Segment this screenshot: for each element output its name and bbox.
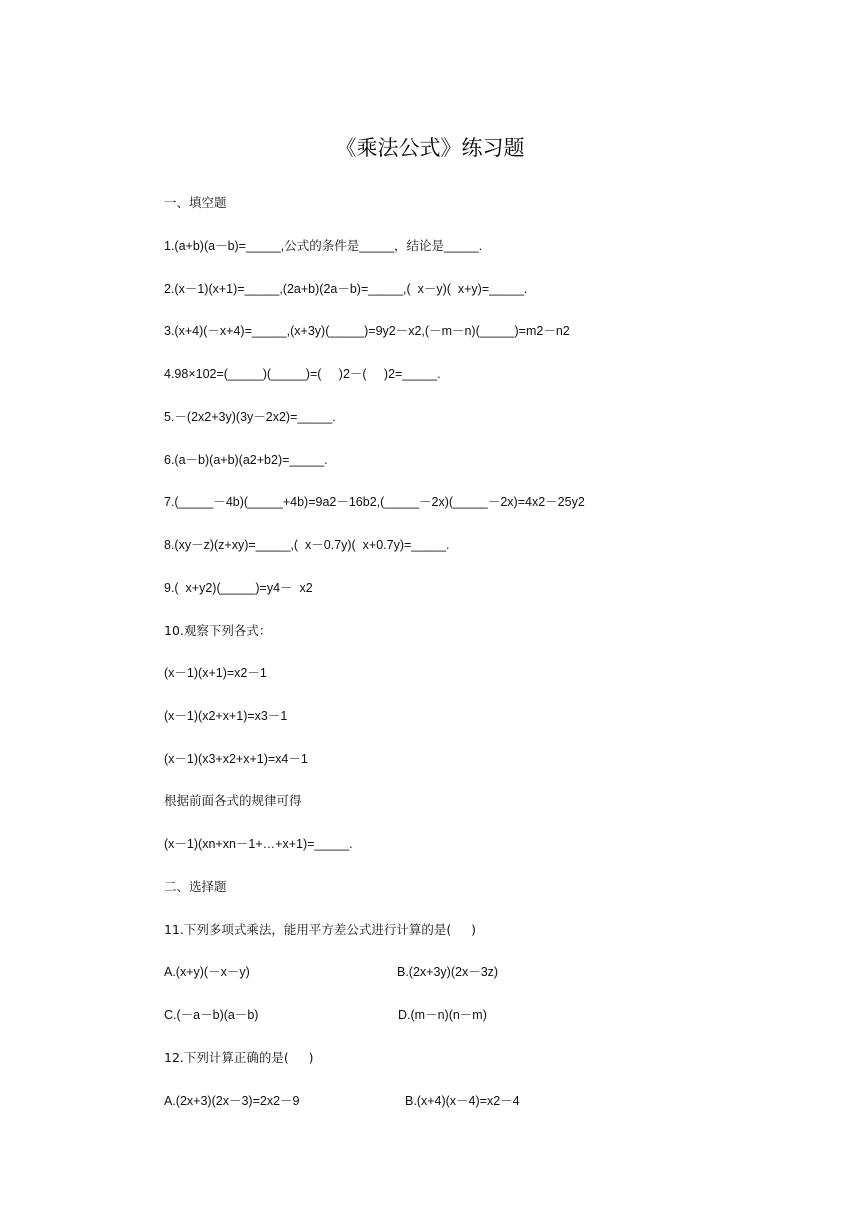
question-11-option-c: C.(－a－b)(a－b)	[164, 1008, 259, 1022]
question-8: 8.(xy－z)(z+xy)=_____,( x－0.7y)( x+0.7y)=_____.	[164, 538, 450, 552]
question-9: 9.( x+y2)(_____)=y4－ x2	[164, 581, 313, 595]
question-5: 5.－(2x2+3y)(3y－2x2)=_____.	[164, 410, 336, 424]
question-7: 7.(_____－4b)(_____+4b)=9a2－16b2,(_____－2x)(_____－2x)=4x2－25y2	[164, 495, 585, 509]
question-2: 2.(x－1)(x+1)=_____,(2a+b)(2a－b)=_____,( x－y)( x+y)=_____.	[164, 282, 528, 296]
question-10: 10.观察下列各式：	[164, 623, 272, 638]
question-10-rule: 根据前面各式的规律可得	[164, 793, 302, 808]
question-10-example-3: (x－1)(x3+x2+x+1)=x4－1	[164, 752, 308, 766]
question-11-option-a: A.(x+y)(－x－y)	[164, 965, 250, 979]
question-10-ask: (x－1)(xn+xn－1+…+x+1)=_____.	[164, 837, 353, 851]
question-12-option-a: A.(2x+3)(2x－3)=2x2－9	[164, 1094, 300, 1108]
question-1: 1.(a+b)(a－b)=_____,公式的条件是_____，结论是_____.	[164, 239, 483, 253]
question-10-example-1: (x－1)(x+1)=x2－1	[164, 666, 267, 680]
section-heading-multiple-choice: 二、选择题	[164, 879, 227, 894]
question-12: 12.下列计算正确的是( )	[164, 1050, 314, 1065]
question-3: 3.(x+4)(－x+4)=_____,(x+3y)(_____)=9y2－x2,(－m－n)(_____)=m2－n2	[164, 324, 570, 338]
page-title: 《乘法公式》练习题	[335, 136, 525, 160]
question-11-option-b: B.(2x+3y)(2x－3z)	[397, 965, 499, 979]
question-11-option-d: D.(m－n)(n－m)	[398, 1008, 487, 1022]
question-10-example-2: (x－1)(x2+x+1)=x3－1	[164, 709, 288, 723]
question-4: 4.98×102=(_____)(_____)=( )2－( )2=_____.	[164, 367, 441, 381]
question-11: 11.下列多项式乘法，能用平方差公式进行计算的是( )	[164, 922, 477, 937]
question-12-option-b: B.(x+4)(x－4)=x2－4	[405, 1094, 520, 1108]
question-6: 6.(a－b)(a+b)(a2+b2)=_____.	[164, 453, 328, 467]
section-heading-fill-blank: 一、填空题	[164, 195, 227, 210]
